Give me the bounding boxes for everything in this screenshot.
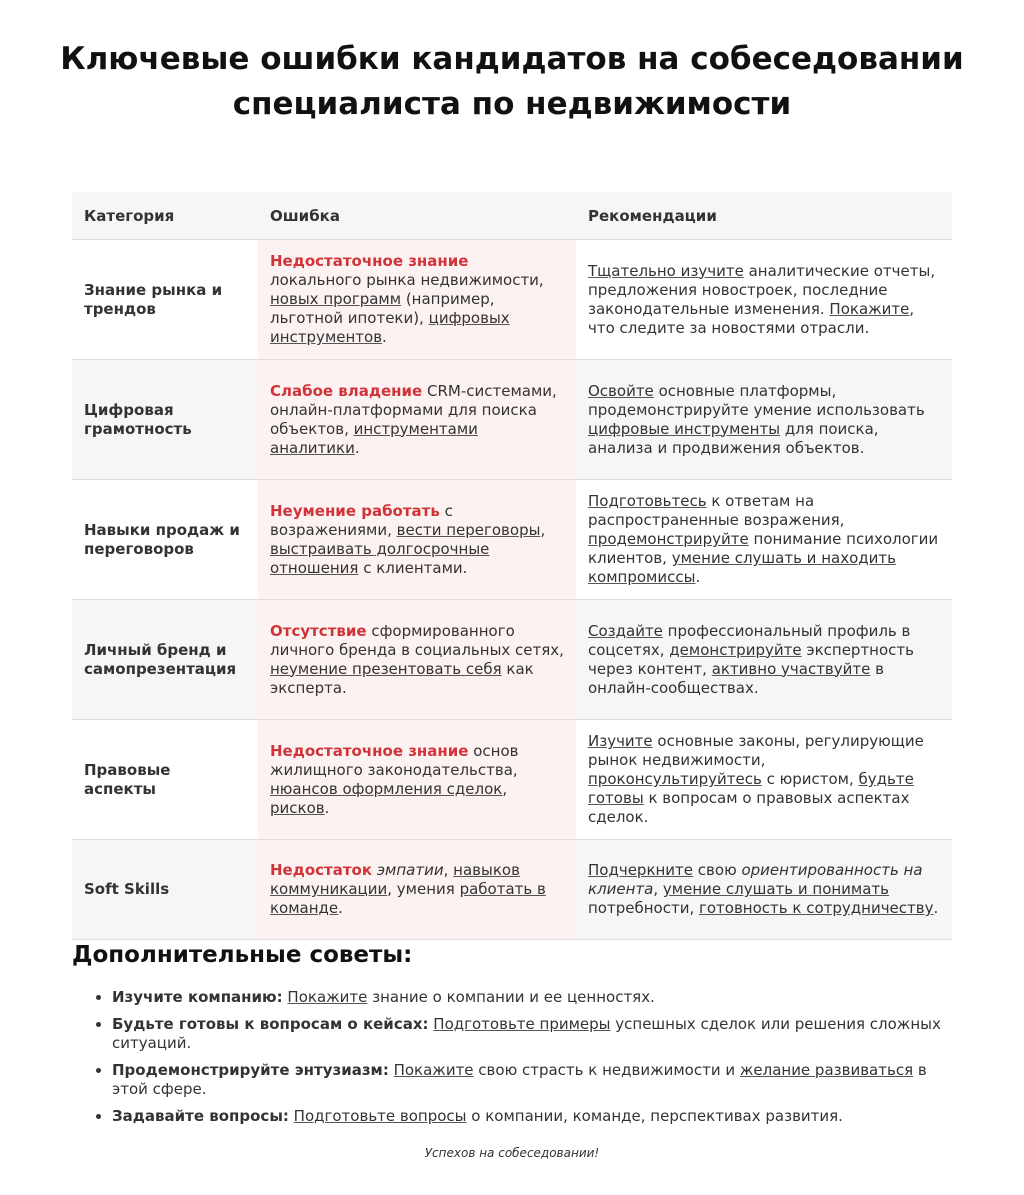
emphasis-link-text: желание развиваться xyxy=(739,1061,914,1079)
error-cell xyxy=(258,600,576,720)
error-cell xyxy=(258,480,576,600)
category-cell: Правовые аспекты xyxy=(72,720,258,840)
tip-item xyxy=(112,1015,952,1053)
table-body xyxy=(72,240,952,940)
text-segment: , xyxy=(502,779,508,798)
text-segment: для поиска, анализа и продвижения объектов. xyxy=(588,419,879,457)
tip-item xyxy=(112,1061,952,1099)
emphasis-link-text: работать в команде xyxy=(270,880,546,917)
table-row xyxy=(72,600,952,720)
highlight-text: Отсутствие xyxy=(270,621,367,640)
emphasis-link-text: цифровые инструменты xyxy=(588,419,781,438)
emphasis-link-text: выстраивать долгосрочные отношения xyxy=(270,539,490,577)
text-segment: с клиентами. xyxy=(358,558,468,577)
highlight-text: Неумение работать xyxy=(270,501,440,520)
text-segment: основные платформы, продемонстрируйте умение использовать xyxy=(588,381,925,419)
additional-tips xyxy=(72,942,952,1134)
emphasis-link-text: Подготовьте вопросы xyxy=(293,1107,467,1125)
table-row xyxy=(72,840,952,940)
text-segment: . xyxy=(354,438,360,457)
text-segment: основные законы, регулирующие рынок недвижимости, xyxy=(588,732,924,769)
text-segment: с возражениями, xyxy=(270,501,453,539)
text-segment: , что следите за новостями отрасли. xyxy=(588,299,915,337)
header-category: Категория xyxy=(72,192,258,240)
error-cell xyxy=(258,240,576,360)
tip-item xyxy=(112,988,952,1007)
header-error: Ошибка xyxy=(258,192,576,240)
recommendation-cell xyxy=(576,600,952,720)
category-cell: Soft Skills xyxy=(72,840,258,940)
emphasis-link-text: Подготовьте примеры xyxy=(433,1015,611,1033)
highlight-text: Недостаток xyxy=(270,861,373,879)
emphasis-link-text: продемонстрируйте xyxy=(588,530,749,548)
recommendation-cell xyxy=(576,360,952,480)
table-row xyxy=(72,240,952,360)
text-segment: в онлайн-сообществах. xyxy=(588,659,884,697)
emphasis-link-text: готовность к сотрудничеству xyxy=(698,899,934,917)
table-row xyxy=(72,720,952,840)
table-row xyxy=(72,480,952,600)
emphasis-link-text: Покажите xyxy=(287,988,368,1006)
recommendation-cell xyxy=(576,720,952,840)
text-segment: сформированного личного бренда в социальных сетях, xyxy=(270,621,564,659)
text-segment: к вопросам о правовых аспектах сделок. xyxy=(588,789,910,826)
text-segment: о компании, команде, перспективах развития. xyxy=(466,1107,843,1125)
text-segment: с юристом, xyxy=(761,770,859,788)
emphasis-link-text: умение слушать и понимать xyxy=(662,880,890,898)
text-segment: экспертность через контент, xyxy=(588,640,914,678)
emphasis-link-text: Создайте xyxy=(588,621,663,640)
text-segment: основ жилищного законодательства, xyxy=(270,741,519,779)
emphasis-link-text: вести переговоры xyxy=(396,520,541,539)
highlight-text: Недостаточное знание xyxy=(270,252,469,270)
emphasis-link-text: Покажите xyxy=(393,1061,474,1079)
tip-label: Продемонстрируйте энтузиазм: xyxy=(112,1061,389,1079)
category-cell: Цифровая грамотность xyxy=(72,360,258,480)
text-segment: потребности, xyxy=(588,899,699,917)
text-segment: аналитические отчеты, предложения новостроек, последние законодательные изменения. xyxy=(588,261,936,318)
emphasis-link-text: будьте готовы xyxy=(588,770,914,807)
text-segment: . xyxy=(933,899,939,917)
text-segment: профессиональный профиль в соцсетях, xyxy=(588,621,911,659)
text-segment: успешных сделок или решения сложных ситуаций. xyxy=(112,1015,941,1052)
emphasis-link-text: Тщательно изучите xyxy=(588,261,744,280)
tips-list xyxy=(72,988,952,1126)
table-row xyxy=(72,360,952,480)
text-segment: , xyxy=(653,880,663,898)
text-segment: как эксперта. xyxy=(270,659,534,697)
emphasis-link-text: цифровых инструментов xyxy=(270,309,510,346)
header-recommendations: Рекомендации xyxy=(576,192,952,240)
recommendation-cell xyxy=(576,480,952,600)
title-line-1: Ключевые ошибки кандидатов на собеседовании xyxy=(60,41,964,77)
highlight-text: Слабое владение xyxy=(270,381,423,400)
emphasis-link-text: инструментами аналитики xyxy=(270,419,478,457)
tip-label: Изучите компанию: xyxy=(112,988,283,1006)
emphasis-link-text: новых программ xyxy=(270,290,402,308)
tip-label: Задавайте вопросы: xyxy=(112,1107,289,1125)
emphasis-link-text: навыков коммуникации xyxy=(270,861,520,898)
italic-text: ориентированность на клиента xyxy=(588,861,923,898)
text-segment: , умения xyxy=(387,880,460,898)
mistakes-table xyxy=(72,192,952,940)
text-segment: . xyxy=(324,798,330,817)
category-cell: Личный бренд и самопрезентация xyxy=(72,600,258,720)
emphasis-link-text: умение слушать и находить компромиссы xyxy=(588,549,896,586)
text-segment: , xyxy=(540,520,546,539)
category-cell: Навыки продаж и переговоров xyxy=(72,480,258,600)
text-segment: в этой сфере. xyxy=(112,1061,927,1098)
highlight-text: Недостаточное знание xyxy=(270,741,469,760)
error-cell xyxy=(258,360,576,480)
emphasis-link-text: активно участвуйте xyxy=(711,659,871,678)
text-segment: свою страсть к недвижимости и xyxy=(473,1061,740,1079)
text-segment: свою xyxy=(693,861,742,879)
text-segment: к ответам на распространенные возражения, xyxy=(588,492,845,529)
text-segment: знание о компании и ее ценностях. xyxy=(367,988,655,1006)
text-segment: . xyxy=(382,328,387,346)
emphasis-link-text: Подготовьтесь xyxy=(588,492,707,510)
text-segment: . xyxy=(695,568,701,586)
page-title xyxy=(0,40,1024,124)
text-segment: локального рынка недвижимости, xyxy=(270,271,544,289)
emphasis-link-text: Покажите xyxy=(829,299,910,318)
text-segment: . xyxy=(338,899,343,917)
mistakes-table-wrapper xyxy=(72,192,952,940)
footer-note: Успехов на собеседовании! xyxy=(424,1146,600,1160)
emphasis-link-text: демонстрируйте xyxy=(669,640,802,659)
error-cell xyxy=(258,720,576,840)
tip-item xyxy=(112,1107,952,1126)
italic-text: эмпатии xyxy=(376,861,444,879)
recommendation-cell xyxy=(576,240,952,360)
emphasis-link-text: Изучите xyxy=(588,732,653,750)
text-segment: , xyxy=(443,861,454,879)
category-cell: Знание рынка и трендов xyxy=(72,240,258,360)
title-line-2: специалиста по недвижимости xyxy=(232,86,792,122)
text-segment: (например, льготной ипотеки), xyxy=(270,290,495,327)
emphasis-link-text: нюансов оформления сделок xyxy=(270,779,503,798)
emphasis-link-text: неумение презентовать себя xyxy=(270,659,502,678)
tip-label: Будьте готовы к вопросам о кейсах: xyxy=(112,1015,429,1033)
error-cell xyxy=(258,840,576,940)
tips-heading: Дополнительные советы: xyxy=(72,942,413,968)
emphasis-link-text: Подчеркните xyxy=(588,861,694,879)
text-segment: CRM-системами, онлайн-платформами для поиска объектов, xyxy=(270,381,557,438)
emphasis-link-text: Освойте xyxy=(588,381,654,400)
emphasis-link-text: проконсультируйтесь xyxy=(588,770,762,788)
emphasis-link-text: рисков xyxy=(270,798,325,817)
text-segment: понимание психологии клиентов, xyxy=(588,530,939,567)
table-header-row xyxy=(72,192,952,240)
recommendation-cell xyxy=(576,840,952,940)
